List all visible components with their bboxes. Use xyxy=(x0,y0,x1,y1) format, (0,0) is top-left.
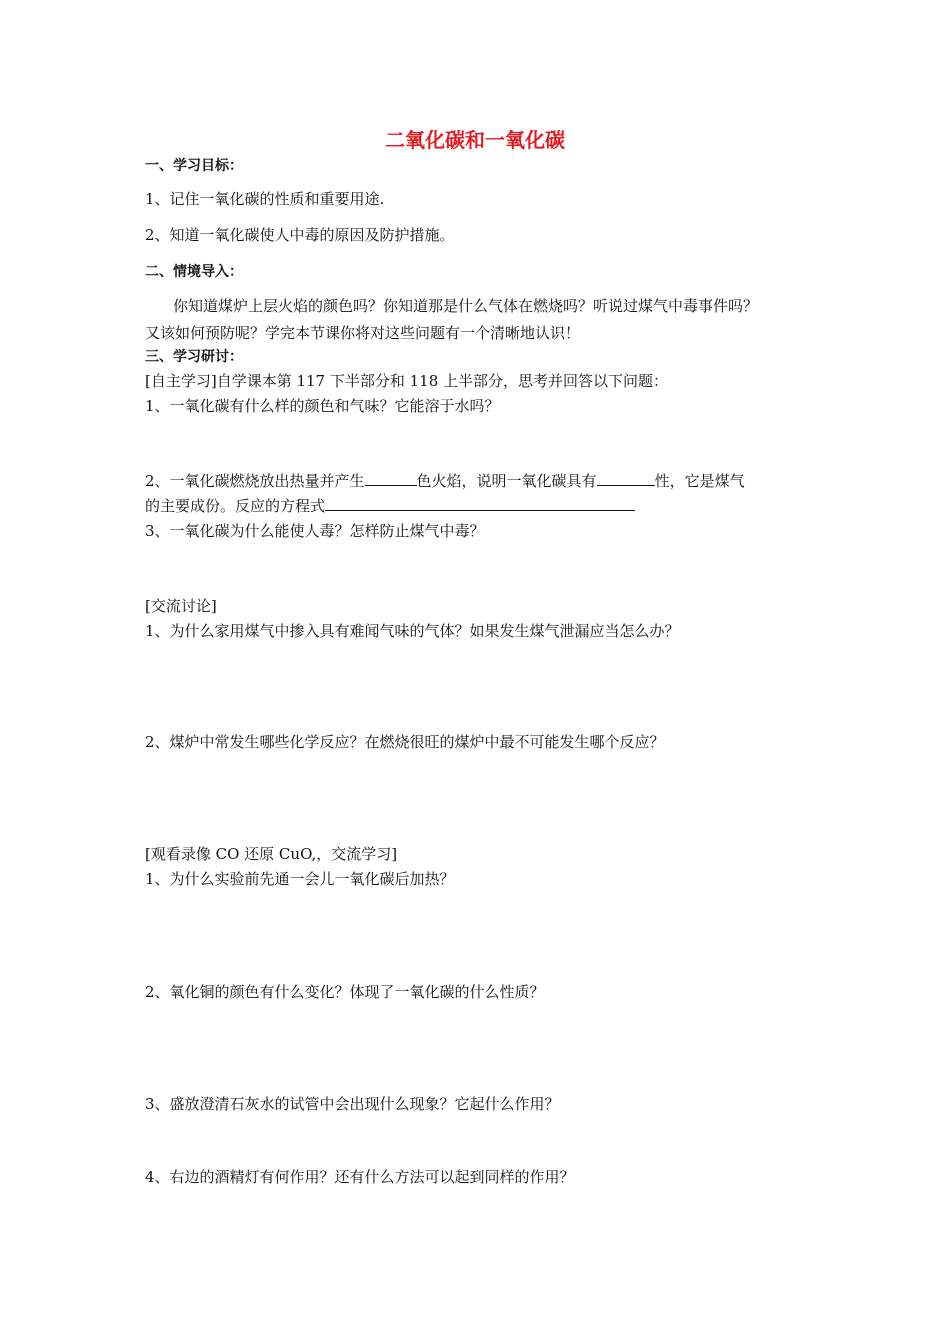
q2-text-a: 2、一氧化碳燃烧放出热量并产生 xyxy=(145,472,365,490)
video-question-1: 1、为什么实验前先通一会儿一氧化碳后加热？ xyxy=(145,870,455,888)
video-question-2: 2、氧化铜的颜色有什么变化？体现了一氧化碳的什么性质？ xyxy=(145,983,545,1001)
q2-text-b: 色火焰，说明一氧化碳具有 xyxy=(416,472,597,490)
discussion-question-1: 1、为什么家用煤气中掺入具有难闻气味的气体？如果发生煤气泄漏应当怎么办？ xyxy=(145,622,680,640)
self-study-question-2-line-1 xyxy=(145,471,745,491)
answer-blank-property[interactable] xyxy=(597,471,655,486)
answer-blank-equation[interactable] xyxy=(325,496,635,511)
discussion-question-2: 2、煤炉中常发生哪些化学反应？在燃烧很旺的煤炉中最不可能发生哪个反应？ xyxy=(145,733,665,751)
objective-2: 2、知道一氧化碳使人中毒的原因及防护措施。 xyxy=(145,226,455,244)
objective-1: 1、记住一氧化碳的性质和重要用途. xyxy=(145,190,385,208)
intro-paragraph-line-1: 你知道煤炉上层火焰的颜色吗？你知道那是什么气体在燃烧吗？听说过煤气中毒事件吗？ xyxy=(173,297,759,315)
section-3-heading: 三、学习研讨： xyxy=(145,349,243,365)
self-study-question-2-line-2 xyxy=(145,496,635,516)
video-question-3: 3、盛放澄清石灰水的试管中会出现什么现象？它起什么作用？ xyxy=(145,1095,560,1113)
discussion-heading: [交流讨论] xyxy=(145,597,217,615)
self-study-question-3: 3、一氧化碳为什么能使人毒？怎样防止煤气中毒？ xyxy=(145,522,485,540)
video-question-4: 4、右边的酒精灯有何作用？还有什么方法可以起到同样的作用？ xyxy=(145,1168,575,1186)
intro-paragraph-line-2: 又该如何预防呢？学完本节课你将对这些问题有一个清晰地认识！ xyxy=(145,324,581,342)
self-study-question-1: 1、一氧化碳有什么样的颜色和气味？它能溶于水吗？ xyxy=(145,397,500,415)
self-study-instruction: [自主学习]自学课本第 117 下半部分和 118 上半部分，思考并回答以下问题： xyxy=(145,372,669,390)
answer-blank-flame-color[interactable] xyxy=(365,471,417,486)
page-title: 二氧化碳和一氧化碳 xyxy=(385,128,565,152)
q2-text-c: 性，它是煤气 xyxy=(654,472,745,490)
section-2-heading: 二、情境导入： xyxy=(145,264,243,280)
video-section-heading: [观看录像 CO 还原 CuO,，交流学习] xyxy=(145,845,398,863)
q2-text-d: 的主要成份。反应的方程式 xyxy=(145,497,326,515)
section-1-heading: 一、学习目标： xyxy=(145,158,243,174)
